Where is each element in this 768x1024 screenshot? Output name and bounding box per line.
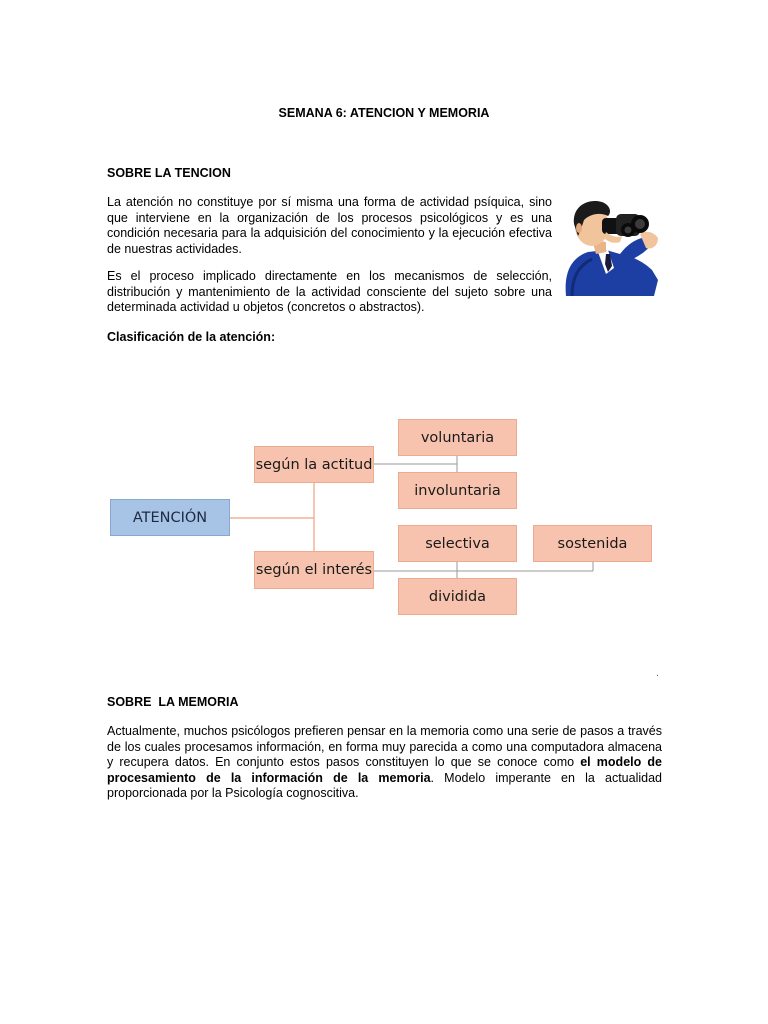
diagram-node-by-interest: según el interés <box>254 551 374 589</box>
memory-paragraph-end: . Modelo imperante en la actualidad proporcionada por la Psicología cognoscitiva. <box>107 770 662 800</box>
section-heading-memory: SOBRE LA MEMORIA <box>107 695 239 709</box>
diagram-node-sustained: sostenida <box>533 525 652 562</box>
diagram-node-by-attitude: según la actitud <box>254 446 374 483</box>
diagram-node-divided: dividida <box>398 578 517 615</box>
man-with-binoculars-illustration <box>562 196 662 298</box>
page-title: SEMANA 6: ATENCION Y MEMORIA <box>278 106 490 120</box>
attention-paragraph-1: La atención no constituye por sí misma una forma de actividad psíquica, sino que interviene en la organización de los procesos psicológicos y es una condición necesaria para la adquisición del conocimiento y la ejecución efectiva de nuestras actividades. <box>107 195 552 256</box>
attention-paragraph-2: Es el proceso implicado directamente en los mecanismos de selección, distribución y mantenimiento de la actividad consciente del sujeto sobre una determinada actividad u objetos (concretos o abstractos). <box>107 269 552 314</box>
memory-paragraph-bold: el modelo de procesamiento de la información de la memoria <box>107 755 662 785</box>
classification-heading: Clasificación de la atención: <box>107 330 276 344</box>
diagram-node-involuntary: involuntaria <box>398 472 517 509</box>
memory-paragraph-intro: Actualmente, muchos psicólogos prefieren pensar en la memoria como una serie de pasos a través de los cuales procesamos información, en forma muy parecida a como una computadora almacena y recupera datos. En conjunto estos pasos constituyen lo que se conoce como <box>107 724 662 769</box>
stray-mark: . <box>656 668 659 679</box>
memory-paragraph <box>107 724 662 802</box>
section-heading-attention: SOBRE LA TENCION <box>107 166 231 180</box>
diagram-node-voluntary: voluntaria <box>398 419 517 456</box>
diagram-node-selective: selectiva <box>398 525 517 562</box>
diagram-node-attention: ATENCIÓN <box>110 499 230 536</box>
